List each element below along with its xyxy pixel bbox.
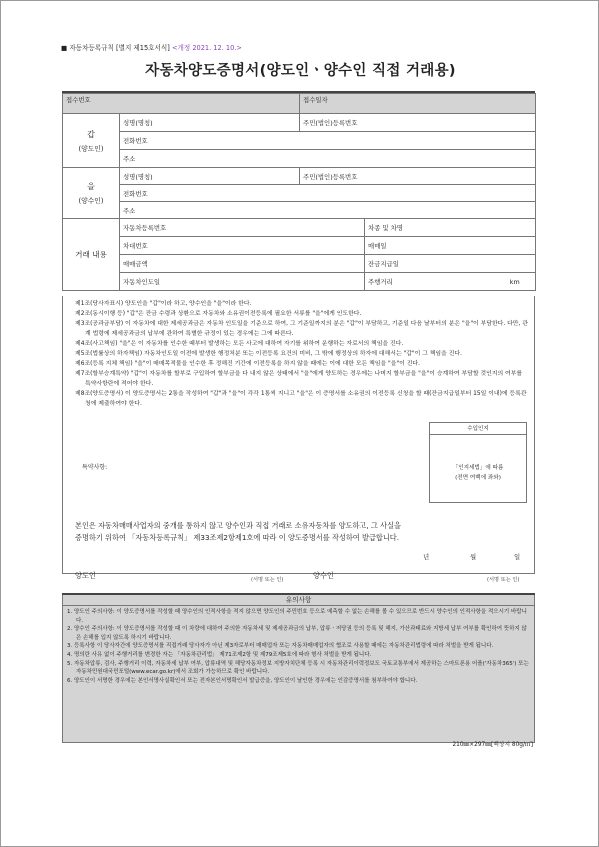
clause-list <box>75 299 529 409</box>
revenue-stamp-box <box>429 422 527 503</box>
mileage-label: 주행거리 <box>368 278 393 286</box>
transferor-id-field[interactable]: 주민(법인)등록번호 <box>300 114 536 132</box>
transferor-phone-field[interactable]: 전화번호 <box>120 132 536 150</box>
balance-date-field[interactable]: 잔금지급일 <box>365 255 536 273</box>
sale-date-field[interactable]: 매매일 <box>365 237 536 255</box>
cautions-title: 유의사항 <box>62 595 535 606</box>
cautions-body <box>62 606 535 743</box>
revenue-stamp-line2: (전면 여백에 좌와) <box>455 475 501 481</box>
transferee-name-field[interactable]: 성명(명칭) <box>120 168 300 185</box>
clause-item: 제4조(사고책임) "을"은 이 자동차를 인수한 때부터 발생하는 모든 사고에 대하여 자기를 위하여 운행하는 자로서의 책임을 진다. <box>75 341 404 347</box>
declaration-line: 본인은 자동차매매사업자의 중개를 통하지 않고 양수인과 직접 거래로 소유자동차를 양도하고, 그 사실을 <box>75 521 401 530</box>
clause-item: 제5조(법률상의 하자책임) 자동차인도일 이전에 발생한 행정처분 또는 이전등록 요건의 미비, 그 밖에 행정상의 하자에 대해서는 "갑"이 그 책임을 진다. <box>75 351 462 357</box>
clause-item: 제1조(당사자표시) 양도인을 "갑"이라 하고, 양수인을 "을"이라 한다. <box>75 301 252 307</box>
delivery-date-field[interactable]: 자동차인도일 <box>120 273 365 291</box>
receipt-number-field[interactable]: 접수번호 <box>63 94 300 114</box>
clause-item: 제7조(할부승계특약) "갑"이 자동차를 할부로 구입하여 할부금을 다 내지 않은 상태에서 "을"에게 양도하는 경우에는 나머지 할부금을 "을"이 승계하여 부담할 것인지의 여부를 특약사항란에 적어야 한다. <box>75 371 523 387</box>
caution-item: 2. 양수인 주의사항: 이 양도증명서를 작성할 때 이 차량에 대하여 주의한 자동차세 및 제세공과금의 납부, 압류ㆍ저당권 등의 등록 및 해지, 가산과태료와 지방세 납부 여부를 확인하여 뜻하지 않은 손해를 입지 않도록 하시기 바랍니다. <box>67 626 527 641</box>
transferee-phone-field[interactable]: 전화번호 <box>120 185 536 202</box>
vehicle-model-field[interactable]: 차종 및 차명 <box>365 219 536 237</box>
sale-price-field[interactable]: 매매금액 <box>120 255 365 273</box>
date-month: 월 <box>470 553 477 561</box>
transferee-section <box>63 168 120 219</box>
terms-section <box>62 296 535 583</box>
date-day: 일 <box>514 553 521 561</box>
certificate-form <box>62 91 535 291</box>
transferee-sub: (양수인) <box>78 197 104 205</box>
vin-field[interactable]: 차대번호 <box>120 237 365 255</box>
transferor-address-field[interactable]: 주소 <box>120 150 536 168</box>
transaction-section <box>63 219 120 291</box>
caution-item: 4. 명의란 사유 없이 주행거리를 변경한 자는 「자동차관리법」 제71조제2항 및 제79조제5호에 따라 형사 처벌을 받게 됩니다. <box>67 651 372 658</box>
caution-item: 5. 자동차압류, 검사, 주행거리 이력, 자동차세 납부 여부, 압류내역 및 해당자동차정보 지방자치단체 등록 시 자동차관리이력정보도 국토교통부에서 제공하는 스마트폰용 어플('자동차365') 또는 자동차민원대국민포털(www.ecar.go.kr)에서 조회가 가능하므로 확인 바랍니다. <box>67 660 529 676</box>
clause-item: 제2조(동시이행 등) "갑"은 잔금 수령과 상환으로 자동차와 소유권이전등록에 필요한 서류를 "을"에게 인도한다. <box>75 311 362 317</box>
vehicle-reg-no-field[interactable]: 자동차등록번호 <box>120 219 365 237</box>
caution-item: 6. 양도인이 서명한 경우에는 본인서명사실확인서 또는 전자본인서명확인서 발급증을, 양도인이 날인한 경우에는 인감증명서를 첨부하여야 합니다. <box>67 677 418 684</box>
declaration <box>75 520 530 544</box>
mileage-field[interactable] <box>365 273 536 291</box>
transferee-signature-field[interactable]: (서명 또는 인) <box>487 577 520 583</box>
clause-item: 제3조(공과금부담) 이 자동차에 대한 제세공과금은 자동차 인도일을 기준으로 하여, 그 기준일까지의 분은 "갑"이 부담하고, 기준일 다음 날부터의 분은 "을"이 부담한다. 다만, 관계 법령에 제세공과금의 납부에 관하여 특별한 규정이 있는 경우에는 그에 따른다. <box>75 321 528 337</box>
document-title: 자동차양도증명서(양도인ㆍ양수인 직접 거래용) <box>145 63 456 79</box>
receipt-row <box>63 94 536 114</box>
amendment-date: <개정 2021. 12. 10.> <box>171 44 242 52</box>
transferor-name-field[interactable]: 성명(명칭) <box>120 114 300 132</box>
revenue-stamp-header: 수입인지 <box>430 423 526 435</box>
caution-item: 3. 등록사항 이 당사자간에 양도증명서를 직접거래 당사자가 아닌 제3자로부터 매매업자 또는 자동차매매업자의 협조로 사용할 때에는 자동차관리법령에 따라 처벌을 받게 됩니다. <box>67 643 494 650</box>
paper-spec: 210㎜×297㎜[백상지 80g/㎡] <box>452 742 533 748</box>
declaration-line: 증명하기 위하여 「자동차등록규칙」 제33조제2항제1호에 따라 이 양도증명서를 작성하여 발급합니다. <box>75 533 400 542</box>
mileage-unit: km <box>509 278 520 286</box>
transferee-label: 을 <box>87 182 95 191</box>
transferor-section <box>63 114 120 168</box>
transferee-address-field[interactable]: 주소 <box>120 202 536 219</box>
cautions-section <box>62 593 535 743</box>
transferee-id-field[interactable]: 주민(법인)등록번호 <box>300 168 536 185</box>
transferor-label: 갑 <box>87 129 95 139</box>
clause-item: 제6조(등록 지체 책임) "을"이 매매목적물을 인수한 후 정해진 기간에 이전등록을 하지 않을 때에는 이에 대한 모든 책임을 "을"이 진다. <box>75 361 420 367</box>
form-header <box>61 42 242 52</box>
special-terms-label[interactable]: 특약사항: <box>82 464 108 471</box>
form-number: ■ 자동차등록규칙 [별지 제15호서식] <box>61 44 170 52</box>
transferor-sub: (양도인) <box>78 144 104 153</box>
clause-item: 제8조(양도증명서) 이 양도증명서는 2통을 작성하여 "갑"과 "을"이 각각 1통씩 지니고 "을"은 이 증명서를 소유권의 이전등록 신청을 할 때(잔금지급일부터 15일 이내)에 등록관청에 제출하여야 한다. <box>75 391 527 407</box>
receipt-date-field[interactable]: 접수일자 <box>300 94 536 114</box>
transferor-signature-field[interactable]: (서명 또는 인) <box>251 577 284 583</box>
revenue-stamp-line1: 「인지세법」에 따름 <box>452 465 504 471</box>
date-year: 년 <box>423 553 430 561</box>
transferor-signature-label: 양도인 <box>75 571 96 580</box>
transferee-signature-label: 양수인 <box>313 571 334 580</box>
caution-item: 1. 양도인 주의사항: 이 양도증명서를 작성할 때 양수인의 인적사항을 적지 않으면 양도인의 주민번호 등으로 예측할 수 없는 손해를 볼 수 있으므로 반드시 양수인의 인적사항을 적으시기 바랍니다. <box>67 609 527 624</box>
transaction-label: 거래 내용 <box>75 250 107 259</box>
